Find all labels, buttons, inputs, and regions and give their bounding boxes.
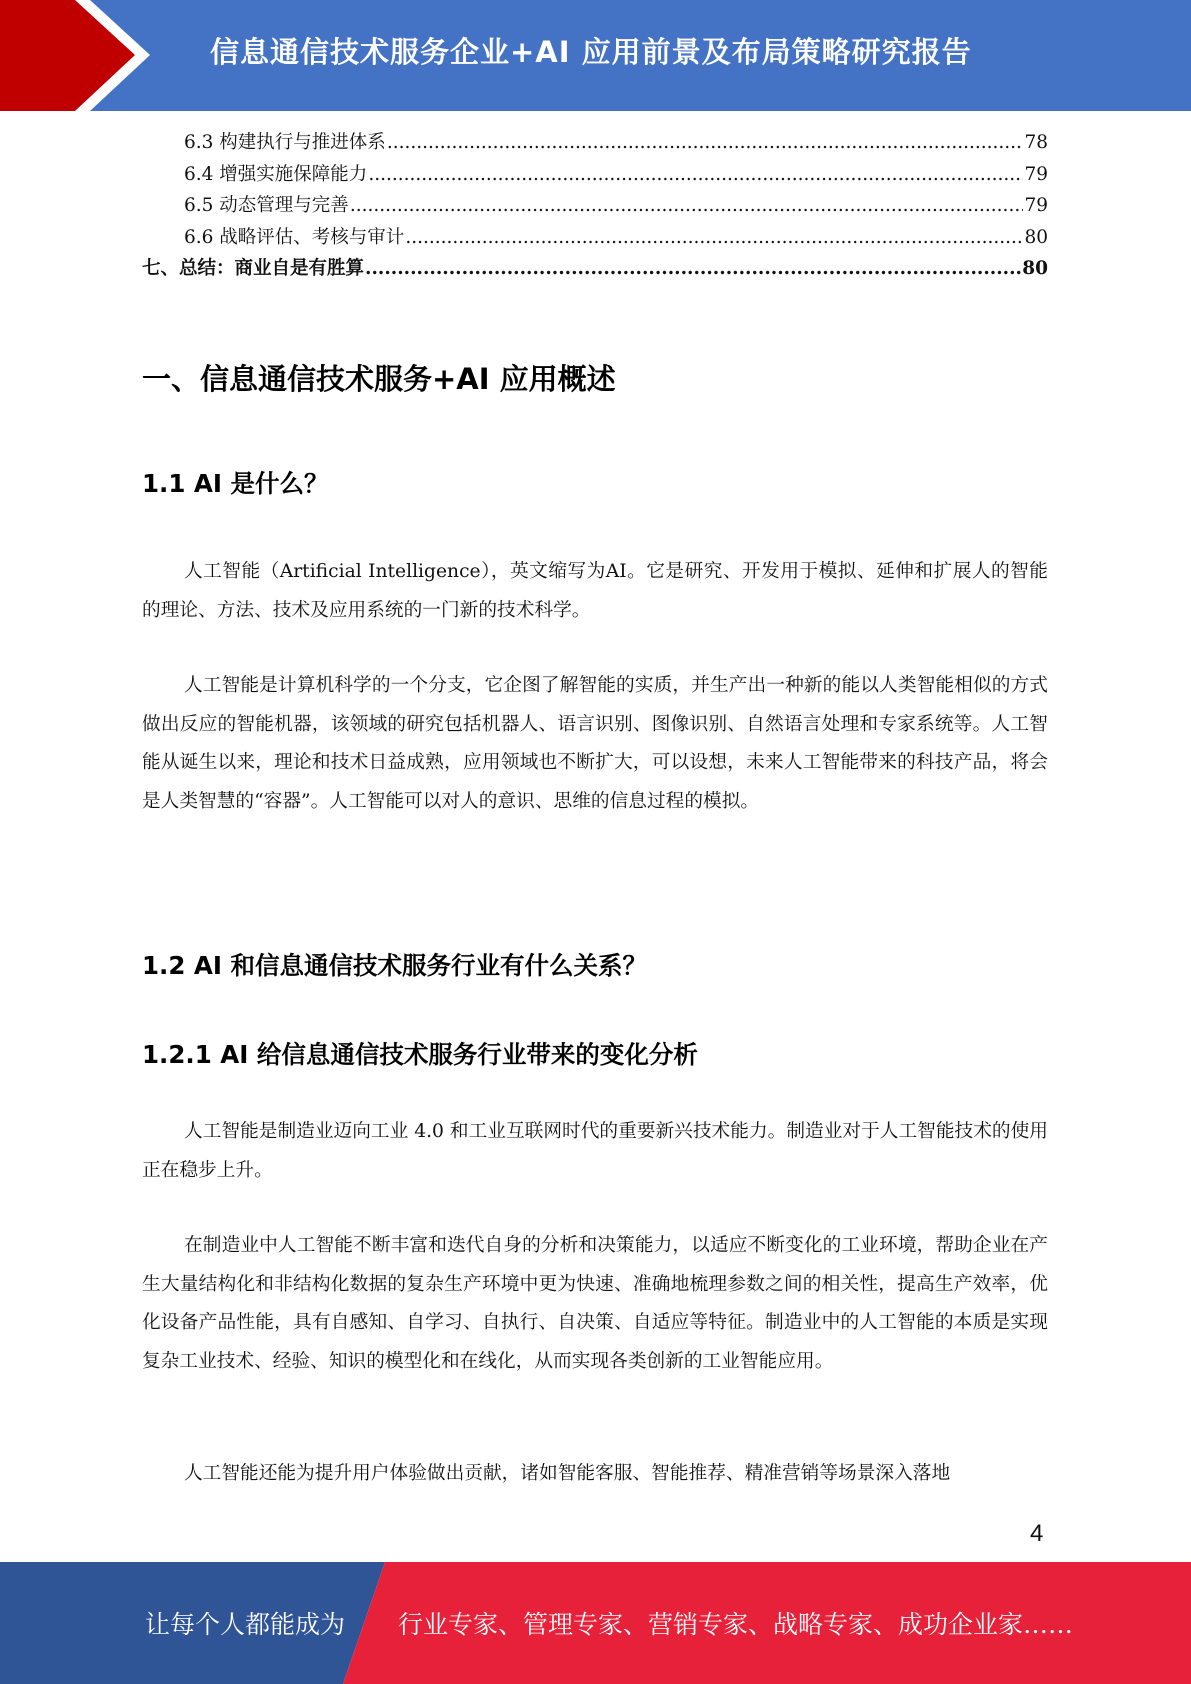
body-paragraph: 在制造业中人工智能不断丰富和迭代自身的分析和决策能力，以适应不断变化的工业环境，帮助企业在产生大量结构化和非结构化数据的复杂生产环境中更为快速、准确地梳理参数之间的相关性，提高生产效率，优化设备产品性能，具有自感知、自学习、自执行、自决策、自适应等特征。制造业中的人工智能的本质是实现复杂工业技术、经验、知识的模型化和在线化，从而实现各类创新的工业智能应用。 — [142, 1235, 1048, 1372]
toc-entry-page: 80 — [1024, 226, 1048, 248]
toc-leader — [350, 195, 1024, 216]
toc-entry-page: 78 — [1024, 132, 1048, 153]
toc-entry-page: 79 — [1024, 195, 1048, 216]
body-paragraph: 人工智能是计算机科学的一个分支，它企图了解智能的实质，并生产出一种新的能以人类智能相似的方式做出反应的智能机器，该领域的研究包括机器人、语言识别、图像识别、自然语言处理和专家系统等。人工智能从诞生以来，理论和技术日益成熟，应用领域也不断扩大，可以设想，未来人工智能带来的科技产品，将会是人类智慧的“容器”。人工智能可以对人的意识、思维的信息过程的模拟。 — [142, 675, 1048, 812]
toc-entry-label: 6.6 战略评估、考核与审计 — [184, 226, 405, 248]
toc-entry[interactable] — [142, 191, 1048, 223]
toc-entry-label: 6.5 动态管理与完善 — [184, 195, 349, 216]
toc-leader — [387, 132, 1024, 153]
footer-slogan-right: 行业专家、管理专家、营销专家、战略专家、成功企业家…… — [398, 1610, 1074, 1639]
toc-entry-label: 6.4 增强实施保障能力 — [184, 163, 368, 185]
subsection-heading: 1.2.1 AI 给信息通信技术服务行业带来的变化分析 — [142, 1040, 698, 1069]
toc-entry[interactable] — [142, 254, 1048, 286]
toc-entry-label: 七、总结：商业自是有胜算 — [142, 258, 365, 279]
toc-entry[interactable] — [142, 160, 1048, 192]
page-footer — [0, 1562, 1191, 1684]
toc-leader — [368, 164, 1023, 185]
toc-entry[interactable] — [142, 128, 1048, 160]
chapter-heading: 一、信息通信技术服务+AI 应用概述 — [142, 362, 616, 396]
header-chevron-icon — [0, 0, 160, 111]
toc-entry-page: 79 — [1024, 163, 1048, 185]
body-paragraph: 人工智能（Artificial Intelligence），英文缩写为AI。它是研究、开发用于模拟、延伸和扩展人的智能的理论、方法、技术及应用系统的一门新的技术科学。 — [142, 561, 1048, 621]
page-number: 4 — [1030, 1520, 1044, 1547]
section-heading: 1.1 AI 是什么？ — [142, 469, 329, 498]
toc-leader — [405, 227, 1023, 248]
toc-entry[interactable] — [142, 223, 1048, 255]
page-header — [0, 0, 1191, 111]
body-paragraph: 人工智能还能为提升用户体验做出贡献，诸如智能客服、智能推荐、精准营销等场景深入落地 — [184, 1463, 951, 1484]
toc-entry-page: 80 — [1022, 258, 1048, 279]
table-of-contents — [142, 128, 1048, 286]
toc-entry-label: 6.3 构建执行与推进体系 — [184, 132, 386, 153]
toc-leader — [365, 258, 1021, 279]
footer-slogan-left: 让每个人都能成为 — [145, 1610, 346, 1639]
body-paragraph: 人工智能是制造业迈向工业 4.0 和工业互联网时代的重要新兴技术能力。制造业对于人工智能技术的使用正在稳步上升。 — [142, 1121, 1048, 1181]
document-title: 信息通信技术服务企业+AI 应用前景及布局策略研究报告 — [210, 35, 972, 69]
section-heading: 1.2 AI 和信息通信技术服务行业有什么关系？ — [142, 951, 648, 980]
